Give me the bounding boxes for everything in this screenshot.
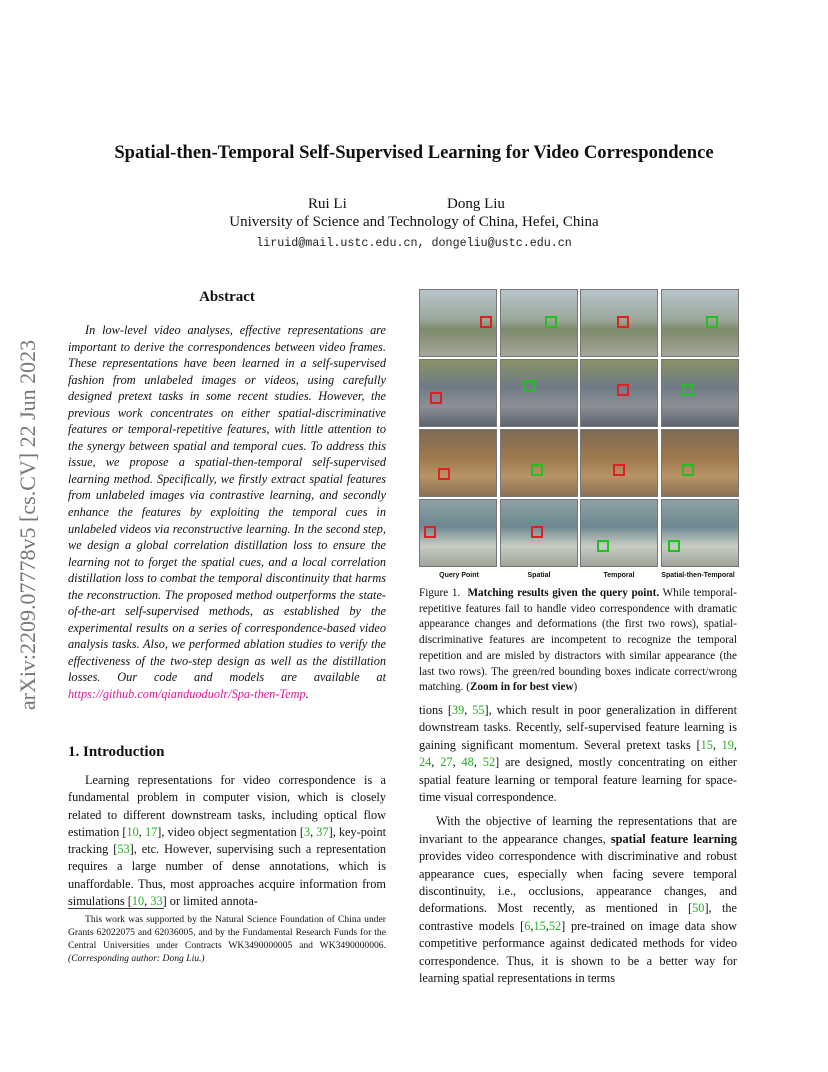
figure-thumbnail: [661, 499, 739, 567]
col-label-query: Query Point: [439, 572, 479, 579]
footnote-text: This work was supported by the Natural Science Foundation of China under Grants 62022075 and 62036005, and by the Fundamental Research Funds for the Central Universities under Contracts WK3490000005 and WK3490000006.: [68, 914, 386, 951]
code-link[interactable]: https://github.com/qianduoduolr/Spa-then-Temp: [68, 687, 306, 702]
col-label-temporal: Temporal: [603, 572, 635, 579]
match-box: [617, 384, 629, 396]
figure-thumbnail: [419, 499, 497, 567]
citation-link[interactable]: 55: [472, 703, 485, 717]
right-paragraph-2: With the objective of learning the representations that are invariant to the appearance changes, spatial feature learning provides video correspondence with discriminative and robust appearance cues, especially when facing severe temporal discontinuity, i.e., occlusions, appearance changes, and deformations. Most recently, as mentioned in [50], the contrastive models [6,15,52] pre-trained on image data show competitive performance against dedicated methods for video correspondence. Thus, it is shown to be a better way for learning spatial representations in terms: [419, 814, 737, 986]
author-2: Dong Liu: [447, 196, 505, 212]
match-box: [668, 540, 680, 552]
figure-thumbnail: [419, 359, 497, 427]
figure-thumbnail: [500, 289, 578, 357]
citation-link[interactable]: 48: [461, 755, 474, 770]
citation-link[interactable]: 24: [419, 755, 432, 770]
citation-link[interactable]: 27: [440, 755, 453, 770]
right-column-text: [419, 702, 737, 988]
match-box: [430, 392, 442, 404]
match-box: [438, 468, 450, 480]
col-label-spatial-then-temporal: Spatial-then-Temporal: [661, 572, 735, 579]
abstract-heading: Abstract: [199, 289, 255, 305]
match-box: [682, 464, 694, 476]
figure-thumbnail: [419, 289, 497, 357]
match-box: [545, 316, 557, 328]
affiliation: University of Science and Technology of China, Hefei, China: [229, 214, 599, 230]
abstract-text: In low-level video analyses, effective representations are important to derive the correspondences between video frames. These representations have been learned in a self-supervised fashion from unlabeled images or videos, using carefully designed pretext tasks in some recent studies. However, the previous work concentrates on either spatial-discriminative features or temporal-repetitive features, with little attention to the synergy between spatial and temporal cues. To address this issue, we propose a spatial-then-temporal self-supervised learning method. Specifically, we firstly extract spatial features from unlabeled images via contrastive learning, and secondly enhance the features by exploiting the temporal cues in unlabeled videos via reconstructive learning. In the second step, we design a global correlation distillation loss to ensure the learning not to forget the spatial cues, and a local correlation distillation loss to combat the temporal discontinuity that harms the reconstruction. The proposed method outperforms the state-of-the-art self-supervised methods, as established by the experimental results on a series of correspondence-based video analysis tasks. Also, we performed ablation studies to verify the effectiveness of the two-step design as well as the distillation losses. Our code and models are available at: [68, 323, 386, 685]
figure-thumbnail: [661, 289, 739, 357]
citation-link[interactable]: 10: [131, 894, 145, 909]
match-box: [424, 526, 436, 538]
citation-link[interactable]: 19: [721, 737, 734, 752]
footnote-corresponding: (Corresponding author: Dong Liu.): [68, 953, 205, 964]
figure-caption: [419, 586, 737, 696]
arxiv-stamp-text: arXiv:2209.07778v5 [cs.CV] 22 Jun 2023: [15, 339, 40, 711]
citation-link[interactable]: 37: [316, 824, 329, 839]
match-box: [613, 464, 625, 476]
figure-thumbnail: [419, 429, 497, 497]
citation-link[interactable]: 17: [144, 824, 158, 839]
match-box: [682, 384, 694, 396]
author-1: Rui Li: [308, 196, 347, 212]
caption-end: ): [573, 681, 578, 694]
figure-thumbnail: [661, 429, 739, 497]
citation-link[interactable]: 53: [117, 842, 130, 857]
intro-paragraph: Learning representations for video correspondence is a fundamental problem in computer vision, which is closely related to different downstream tasks, including optical flow estimation [10, 17], video object segmentation [3, 37], key-point tracking [53], etc. However, supervising such a representation requires a large number of dense annotations, which is unaffordable. Thus, most approaches acquire information from simulations [10, 33] or limited annota-: [68, 773, 387, 909]
citation-link[interactable]: 3: [303, 824, 311, 839]
caption-label: Figure 1.: [419, 587, 461, 599]
right-paragraph-1: tions [39, 55], which result in poor generalization in different downstream tasks. Recently, self-supervised feature learning is gaining significant momentum. Several pretext tasks [15, 19, 24, 27, 48, 52] are designed, mostly concentrating on either spatial feature learning or temporal feature learning for space-time visual correspondence.: [419, 703, 737, 805]
paper-title: Spatial-then-Temporal Self-Supervised Learning for Video Correspondence: [114, 142, 714, 163]
figure-thumbnail: [580, 359, 658, 427]
figure-thumbnail: [500, 499, 578, 567]
match-box: [706, 316, 718, 328]
citation-link[interactable]: 15: [700, 737, 713, 752]
caption-text: While temporal-repetitive features fail to handle video correspondence with dramatic appearance changes and deformations (the first two rows), spatial-discriminative features are incompetent to recognize the temporal repetition and are misled by distractors with similar appearance (the last two rows). The green/red bounding boxes indicate correct/wrong matching. (: [419, 587, 737, 694]
citation-link[interactable]: 10: [126, 824, 139, 839]
footnote-rule: [68, 908, 164, 909]
citation-link[interactable]: 39: [451, 703, 465, 717]
match-box: [480, 316, 492, 328]
citation-link[interactable]: 33: [150, 894, 163, 909]
author-emails: liruid@mail.ustc.edu.cn, dongeliu@ustc.edu.cn: [256, 236, 572, 250]
figure-thumbnail: [580, 289, 658, 357]
citation-link[interactable]: 6: [524, 918, 531, 933]
figure-thumbnail: [500, 429, 578, 497]
citation-link[interactable]: 50: [692, 901, 705, 916]
bold-phrase: spatial feature learning: [610, 831, 737, 846]
figure-thumbnail: [580, 499, 658, 567]
match-box: [531, 526, 543, 538]
caption-bold: Matching results given the query point.: [467, 587, 660, 599]
citation-link[interactable]: 52: [548, 918, 562, 933]
col-label-spatial: Spatial: [527, 572, 551, 579]
figure-thumbnail: [661, 359, 739, 427]
match-box: [597, 540, 609, 552]
figure-thumbnail: [580, 429, 658, 497]
match-box: [617, 316, 629, 328]
abstract-body: [68, 322, 386, 703]
arxiv-stamp: [8, 290, 48, 760]
match-box: [531, 464, 543, 476]
figure-1: [419, 289, 737, 581]
citation-link[interactable]: 15: [533, 918, 546, 933]
citation-link[interactable]: 52: [482, 755, 496, 770]
abstract-end: .: [305, 687, 309, 702]
match-box: [523, 380, 535, 392]
footnote: [68, 913, 386, 965]
figure-thumbnail: [500, 359, 578, 427]
caption-zoom: Zoom in for best view: [469, 681, 574, 694]
intro-heading: 1. Introduction: [68, 744, 165, 760]
